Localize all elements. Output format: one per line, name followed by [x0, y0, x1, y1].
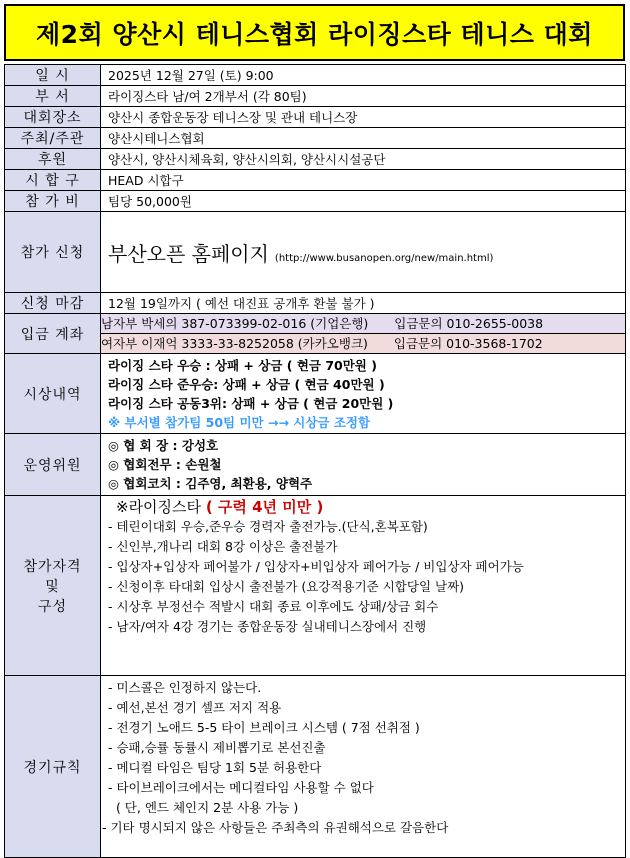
eligibility-heading-note: ( 구력 4년 미만 ) [205, 498, 324, 516]
rule-item: - 미스콜은 인정하지 않는다. [108, 680, 262, 695]
info-table [4, 64, 626, 858]
row-host [5, 128, 626, 149]
rule-item: - 예선,본선 경기 셀프 저지 적용 [108, 700, 282, 715]
row-committee [5, 434, 626, 496]
row-date [5, 65, 626, 86]
eligibility-label-1: 참가자격 [23, 558, 82, 575]
rule-item: - 타이브레이크에서는 메디컬타임 사용할 수 없다 [108, 780, 374, 795]
row-deadline [5, 293, 626, 314]
row-rules [5, 676, 626, 858]
rule-item: - 전경기 노애드 5-5 타이 브레이크 시스템 ( 7점 선취점 ) [108, 720, 420, 735]
awards-value [101, 354, 626, 434]
eligibility-heading-text: ※라이징스타 [116, 498, 202, 516]
apply-value [101, 212, 626, 293]
rule-last: - 기타 명시되지 않은 사항들은 주최측의 유권해석으로 갈음한다 [102, 820, 449, 835]
venue-label: 대회장소 [5, 107, 101, 128]
row-eligibility [5, 496, 626, 676]
sponsor-label: 후원 [5, 149, 101, 170]
rule-item: ( 단, 엔드 체인지 2분 사용 가능 ) [108, 800, 299, 815]
eligibility-label-3: 구성 [37, 598, 68, 615]
ball-value: HEAD 시합구 [101, 170, 626, 191]
row-ball [5, 170, 626, 191]
tournament-sheet [4, 4, 625, 858]
apply-label: 참가 신청 [5, 212, 101, 293]
account-value [101, 314, 626, 354]
account-women [101, 333, 625, 353]
row-sponsor [5, 149, 626, 170]
division-label: 부 서 [5, 86, 101, 107]
rule-item: - 승패,승률 동률시 제비뽑기로 본선진출 [108, 740, 326, 755]
account-women-text: 여자부 이재억 3333-33-8252058 (카카오뱅크) [101, 336, 368, 351]
ball-label: 시 합 구 [5, 170, 101, 191]
awards-label: 시상내역 [5, 354, 101, 434]
committee-value [101, 434, 626, 496]
apply-site: 부산오픈 홈페이지 [108, 241, 269, 266]
deadline-label: 신청 마감 [5, 293, 101, 314]
eligibility-item: - 신청이후 타대회 입상시 출전불가 (요강적용기준 시합당일 날짜) [108, 579, 465, 594]
account-women-contact: 입금문의 010-3568-1702 [393, 336, 543, 351]
eligibility-label-2: 및 [45, 578, 60, 595]
account-men-contact: 입금문의 010-2655-0038 [394, 316, 544, 331]
eligibility-item: - 입상자+입상자 페어불가 / 입상자+비입상자 페어가능 / 비입상자 페어가능 [108, 559, 524, 574]
row-awards [5, 354, 626, 434]
rules-label: 경기규칙 [5, 676, 101, 858]
row-apply [5, 212, 626, 293]
division-value: 라이징스타 남/여 2개부서 (각 80팀) [101, 86, 626, 107]
fee-value: 팀당 50,000원 [101, 191, 626, 212]
account-men-text: 남자부 박세의 387-073399-02-016 (기업은행) [101, 316, 369, 331]
eligibility-heading [108, 497, 625, 517]
row-division [5, 86, 626, 107]
account-men [101, 314, 625, 333]
award-item: 라이징 스타 우승 : 상패 + 상금 ( 현금 70만원 ) [108, 357, 377, 373]
venue-value: 양산시 종합운동장 테니스장 및 관내 테니스장 [101, 107, 626, 128]
row-fee [5, 191, 626, 212]
date-label: 일 시 [5, 65, 101, 86]
sponsor-value: 양산시, 양산시체육회, 양산시의회, 양산시시설공단 [101, 149, 626, 170]
eligibility-item: - 남자/여자 4강 경기는 종합운동장 실내테니스장에서 진행 [108, 619, 427, 634]
account-label: 입금 계좌 [5, 314, 101, 354]
committee-item: ◎ 협회코치 : 김주영, 최환용, 양혁주 [108, 476, 313, 491]
date-value: 2025년 12월 27일 (토) 9:00 [101, 65, 626, 86]
host-value: 양산시테니스협회 [101, 128, 626, 149]
eligibility-item: - 테린이대회 우승,준우승 경력자 출전가능.(단식,혼복포함) [108, 519, 428, 534]
rule-item: - 메디컬 타임은 팀당 1회 5분 허용한다 [108, 760, 322, 775]
award-note: ※ 부서별 참가팀 50팀 미만 →→ 시상금 조정함 [108, 414, 371, 430]
award-item: 라이징 스타 준우승: 상패 + 상금 ( 현금 40만원 ) [108, 376, 385, 392]
deadline-value: 12월 19일까지 ( 예선 대진표 공개후 환불 불가 ) [101, 293, 626, 314]
rules-value [101, 676, 626, 858]
committee-label: 운영위원 [5, 434, 101, 496]
eligibility-item: - 신인부,개나리 대회 8강 이상은 출전불가 [108, 539, 338, 554]
eligibility-value [101, 496, 626, 676]
fee-label: 참 가 비 [5, 191, 101, 212]
award-item: 라이징 스타 공동3위: 상패 + 상금 ( 현금 20만원 ) [108, 395, 394, 411]
host-label: 주최/주관 [5, 128, 101, 149]
committee-item: ◎ 협 회 장 : 강성호 [108, 438, 219, 453]
apply-url[interactable]: (http://www.busanopen.org/new/main.html) [274, 252, 494, 264]
row-venue [5, 107, 626, 128]
row-account [5, 314, 626, 354]
eligibility-item: - 시상후 부정선수 적발시 대회 종료 이후에도 상패/상금 회수 [108, 599, 439, 614]
eligibility-label [5, 496, 101, 676]
committee-item: ◎ 협회전무 : 손원철 [108, 457, 222, 472]
page-title: 제2회 양산시 테니스협회 라이징스타 테니스 대회 [4, 4, 625, 61]
